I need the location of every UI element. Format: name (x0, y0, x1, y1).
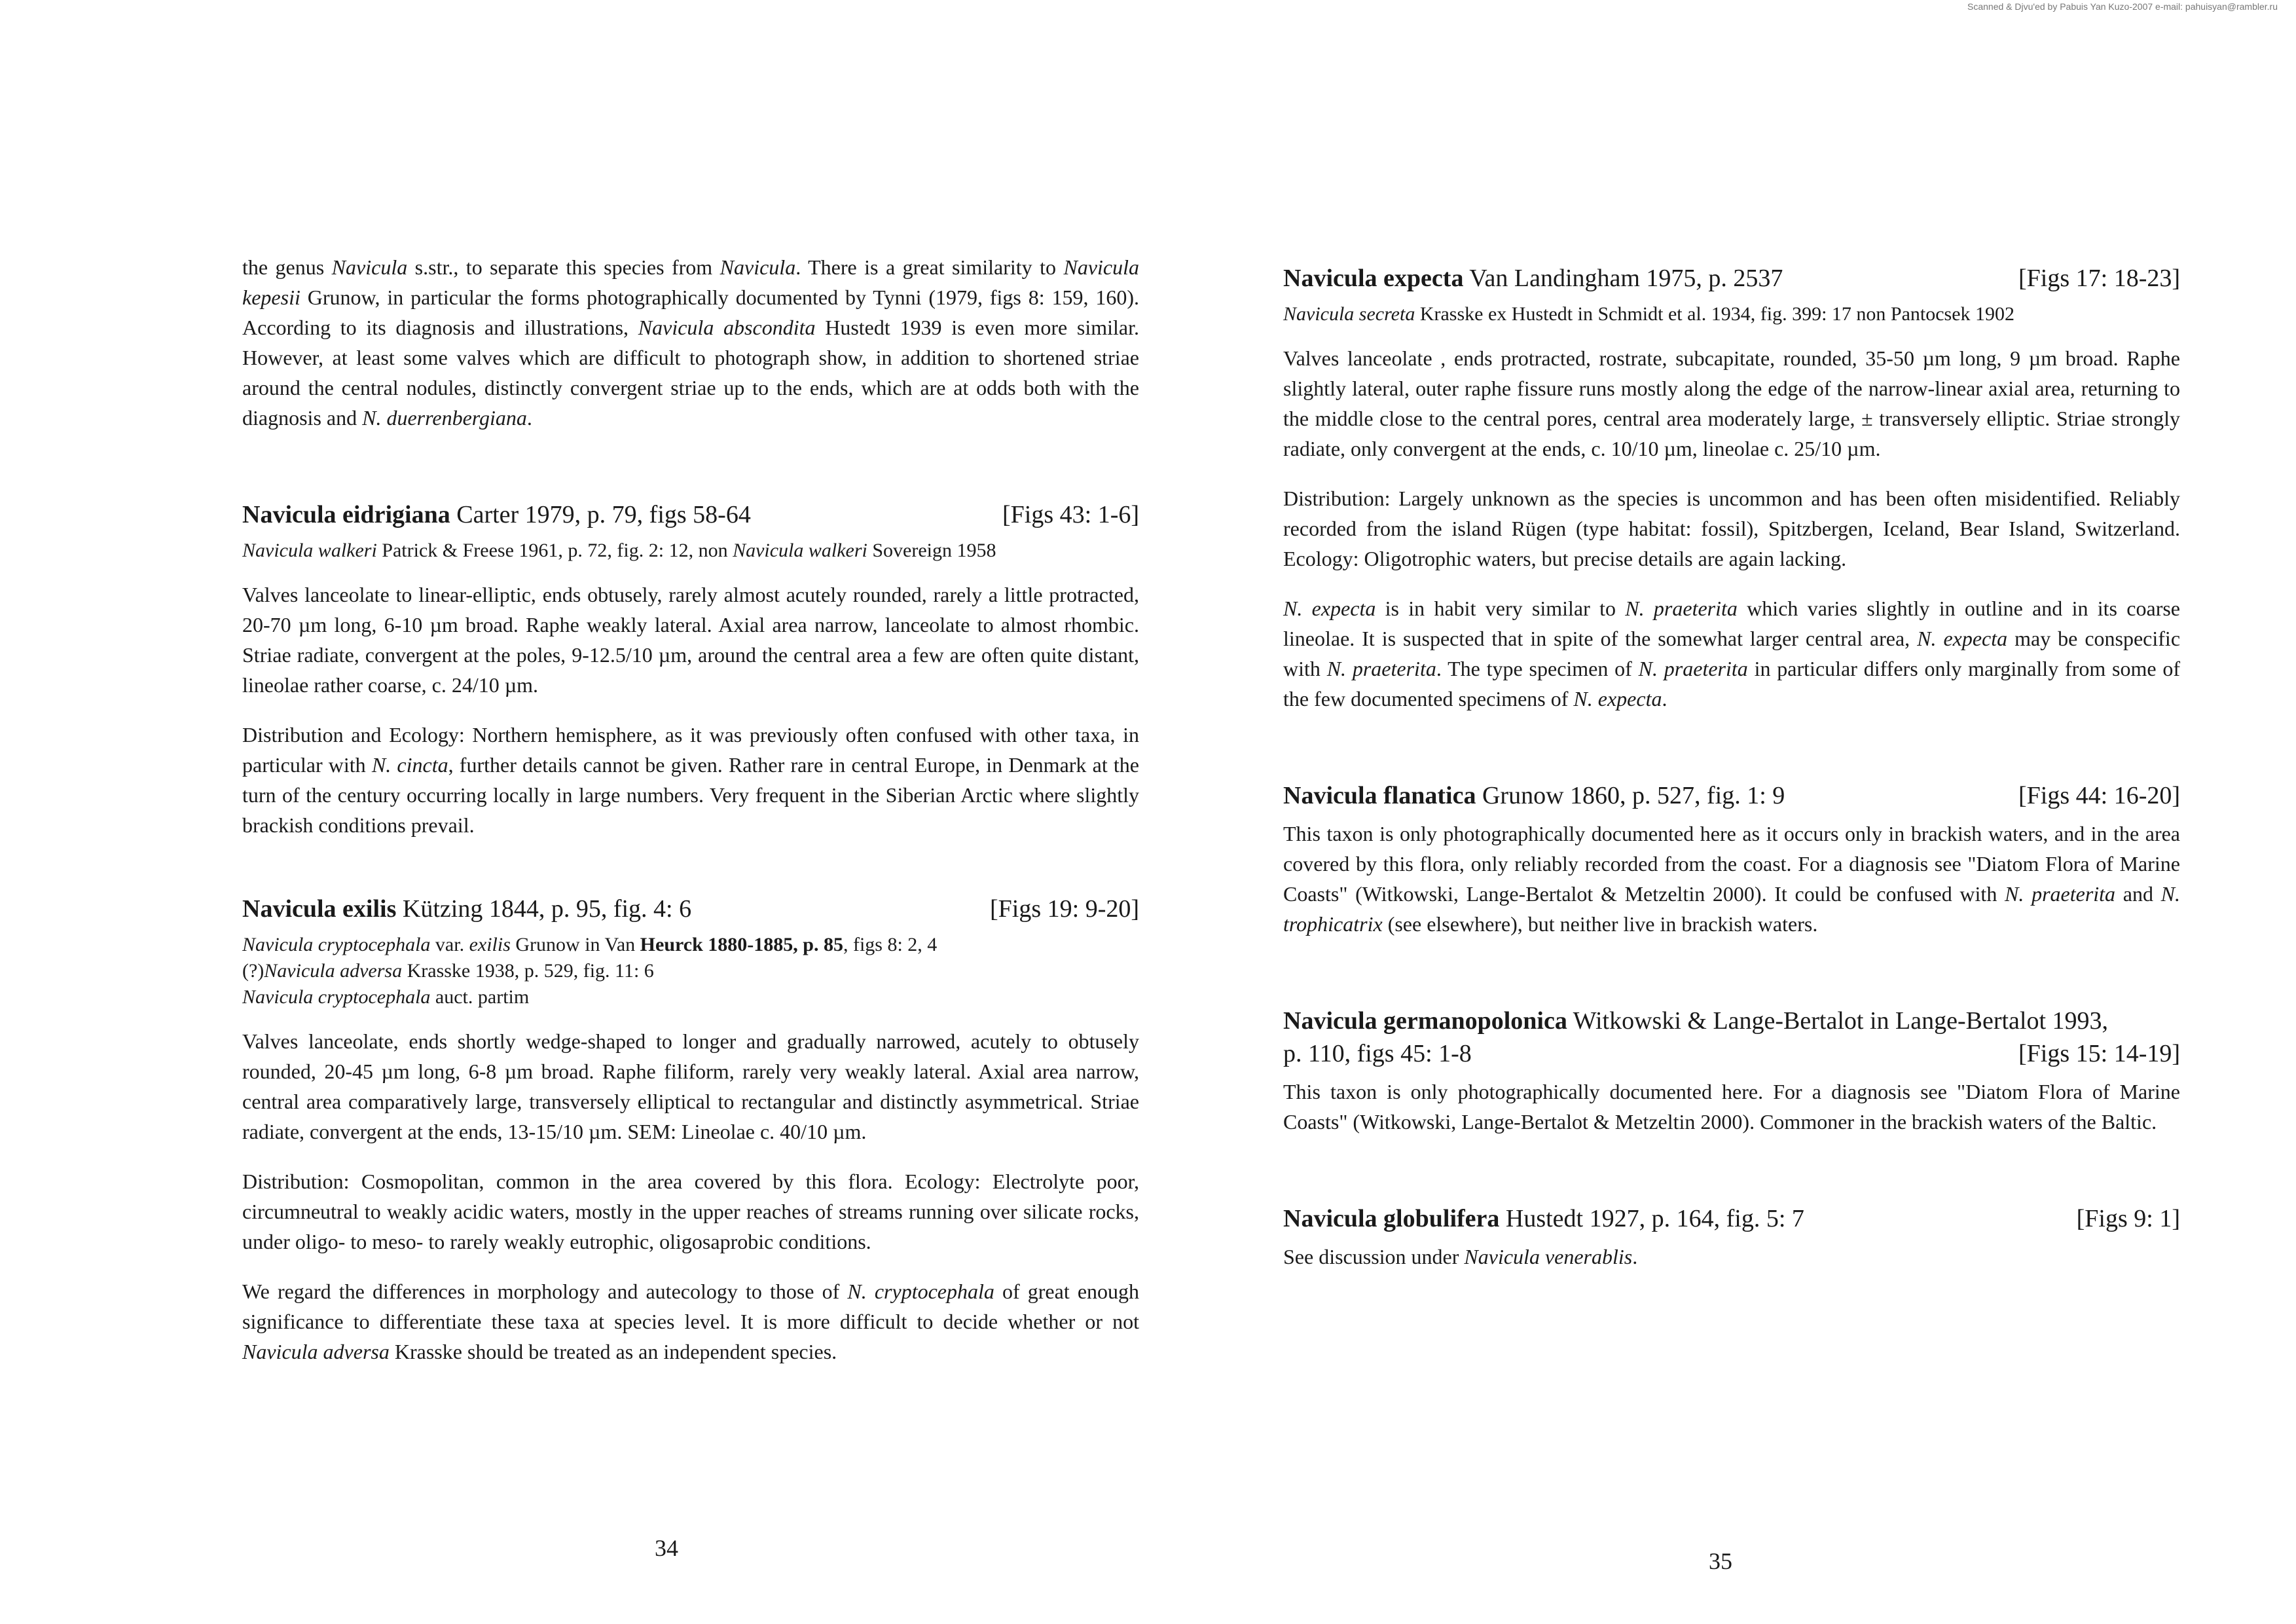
figure-reference: [Figs 44: 16-20] (2018, 782, 2180, 809)
page-number: 34 (655, 1535, 678, 1561)
taxon-name: Navicula eidrigiana (242, 501, 450, 528)
figure-reference: [Figs 15: 14-19] (2018, 1040, 2180, 1067)
distribution-paragraph: Distribution and Ecology: Northern hemisphere, as it was previously often confused with other taxa, in particular with N. cincta, further details cannot be given. Rather rare in central Europe, in Denmark at the turn of the century occurring locally in large numbers. Very frequent in the Siberian Arctic where slightly brackish conditions prevail. (242, 723, 1140, 837)
figure-reference: [Figs 19: 9-20] (990, 895, 1139, 923)
taxon-name: Navicula expecta (1283, 265, 1464, 292)
entry-heading (1283, 262, 2180, 295)
taxon-citation: Carter 1979, p. 79, figs 58-64 (450, 501, 751, 528)
page-number: 35 (1709, 1548, 1732, 1574)
taxon-citation: Hustedt 1927, p. 164, fig. 5: 7 (1499, 1205, 1804, 1232)
taxon-citation: Kützing 1844, p. 95, fig. 4: 6 (396, 895, 692, 923)
synonyms: Navicula secreta Krasske ex Hustedt in Schmidt et al. 1934, fig. 399: 17 non Pantocsek 1902 (1283, 303, 2015, 325)
entry-globulifera (1283, 1202, 2180, 1272)
discussion-paragraph: We regard the differences in morphology and autecology to those of N. cryptocephala of great enough significance to differentiate these taxa at species level. It is more difficult to decide whether or not Navicula adversa Krasske should be treated as an independent species. (242, 1280, 1140, 1363)
intro-paragraph: the genus Navicula s.str., to separate this species from Navicula. There is a great similarity to Navicula kepesii Grunow, in particular the forms photographically documented by Tynni (1979, figs 8: 159, 160). According to its diagnosis and illustrations, Navicula abscondita Hustedt 1939 is even more similar. However, at least some valves which are difficult to photograph show, in addition to shortened striae around the central nodules, distinctly convergent striae up to the ends, which are at odds both with the diagnosis and N. duerrenbergiana. (242, 255, 1140, 430)
entry-heading (242, 893, 1139, 925)
entry-heading (1283, 779, 2180, 812)
discussion-paragraph: N. expecta is in habit very similar to N. praeterita which varies slightly in outline and in its coarse lineolae. It is suspected that in spite of the somewhat larger central area, N. expecta may be conspecific with N. praeterita. The type specimen of N. praeterita in particular differs only marginally from some of the few documented specimens of N. expecta. (1283, 597, 2181, 710)
figure-reference: [Figs 43: 1-6] (1002, 501, 1139, 528)
description-paragraph: See discussion under Navicula venerablis. (1283, 1245, 1638, 1268)
entry-flanatica (1283, 779, 2180, 939)
synonyms: Navicula walkeri Patrick & Freese 1961, p. 72, fig. 2: 12, non Navicula walkeri Sovereign 1958 (242, 540, 996, 561)
entry-heading (242, 498, 1139, 531)
description-paragraph: Valves lanceolate, ends shortly wedge-shaped to longer and gradually narrowed, acutely to obtusely rounded, 20-45 µm long, 6-8 µm broad. Raphe filiform, rarely very weakly lateral. Axial area narrow, central area comparatively large, transversely elliptical to rectangular and distinctly asymmetrical. Striae radiate, convergent at the ends, 13-15/10 µm. SEM: Lineolae c. 40/10 µm. (242, 1029, 1139, 1143)
distribution-paragraph: Distribution: Cosmopolitan, common in the area covered by this flora. Ecology: Electrolyte poor, circumneutral to weakly acidic waters, mostly in the upper reaches of streams running over silicate rocks, under oligo- to meso- to rarely weakly eutrophic, oligosaprobic conditions. (242, 1170, 1139, 1253)
entry-heading (1283, 1202, 2180, 1235)
right-page (1283, 0, 2180, 1624)
entry-eidrigiana (242, 498, 1139, 840)
description-paragraph: Valves lanceolate to linear-elliptic, ends obtusely, rarely almost acutely rounded, rarely a little protracted, 20-70 µm long, 6-10 µm broad. Raphe weakly lateral. Axial area narrow, lanceolate to almost rhombic. Striae radiate, convergent at the poles, 9-12.5/10 µm, around the central area a few are often quite distant, lineolae rather coarse, c. 24/10 µm. (242, 583, 1139, 697)
taxon-citation: Grunow 1860, p. 527, fig. 1: 9 (1476, 782, 1785, 809)
entry-expecta (1283, 262, 2180, 714)
figure-reference: [Figs 17: 18-23] (2018, 265, 2180, 292)
entry-germanopolonica (1283, 1005, 2180, 1137)
taxon-citation: Witkowski & Lange-Bertalot in Lange-Bertalot 1993, (1567, 1007, 2109, 1035)
entry-exilis (242, 893, 1139, 1367)
scan-watermark: Scanned & Djvu'ed by Pabuis Yan Kuzo-2007 e-mail: pahuisyan@rambler.ru (1967, 1, 2278, 12)
description-paragraph: Valves lanceolate , ends protracted, rostrate, subcapitate, rounded, 35-50 µm long, 9 µm broad. Raphe slightly lateral, outer raphe fissure runs mostly along the edge of the narrow-linear axial area, returning to the middle close to the central pores, central area moderately large, ± transversely elliptic. Striae strongly radiate, only convergent at the ends, c. 10/10 µm, lineolae c. 25/10 µm. (1283, 346, 2180, 460)
taxon-citation: Van Landingham 1975, p. 2537 (1463, 265, 1783, 292)
left-page (242, 0, 1139, 1624)
taxon-name: Navicula globulifera (1283, 1205, 1500, 1232)
taxon-citation-continued: p. 110, figs 45: 1-8 (1283, 1040, 1472, 1067)
synonyms: Navicula cryptocephala var. exilis Grunow in Van Heurck 1880-1885, p. 85, figs 8: 2, 4 (?)Navicula adversa Krasske 1938, p. 529, fig. 11: 6 Navicula cryptocephala auct. partim (242, 934, 938, 1008)
distribution-paragraph: Distribution: Largely unknown as the species is uncommon and has been often misidentified. Reliably recorded from the island Rügen (type habitat: fossil), Spitzbergen, Iceland, Bear Island, Switzerland. Ecology: Oligotrophic waters, but precise details are again lacking. (1283, 487, 2180, 570)
entry-heading (1283, 1005, 2180, 1070)
description-paragraph: This taxon is only photographically documented here as it occurs only in brackish waters, and in the area covered by this flora, only reliably recorded from the coast. For a diagnosis see "Diatom Flora of Marine Coasts" (Witkowski, Lange-Bertalot & Metzeltin 2000). It could be confused with N. praeterita and N. trophicatrix (see elsewhere), but neither live in brackish waters. (1283, 822, 2181, 936)
taxon-name: Navicula germanopolonica (1283, 1007, 1567, 1035)
description-paragraph: This taxon is only photographically documented here. For a diagnosis see "Diatom Flora of Marine Coasts" (Witkowski, Lange-Bertalot & Metzeltin 2000). Commoner in the brackish waters of the Baltic. (1283, 1080, 2180, 1134)
figure-reference: [Figs 9: 1] (2076, 1205, 2180, 1232)
taxon-name: Navicula exilis (242, 895, 397, 923)
taxon-name: Navicula flanatica (1283, 782, 1476, 809)
